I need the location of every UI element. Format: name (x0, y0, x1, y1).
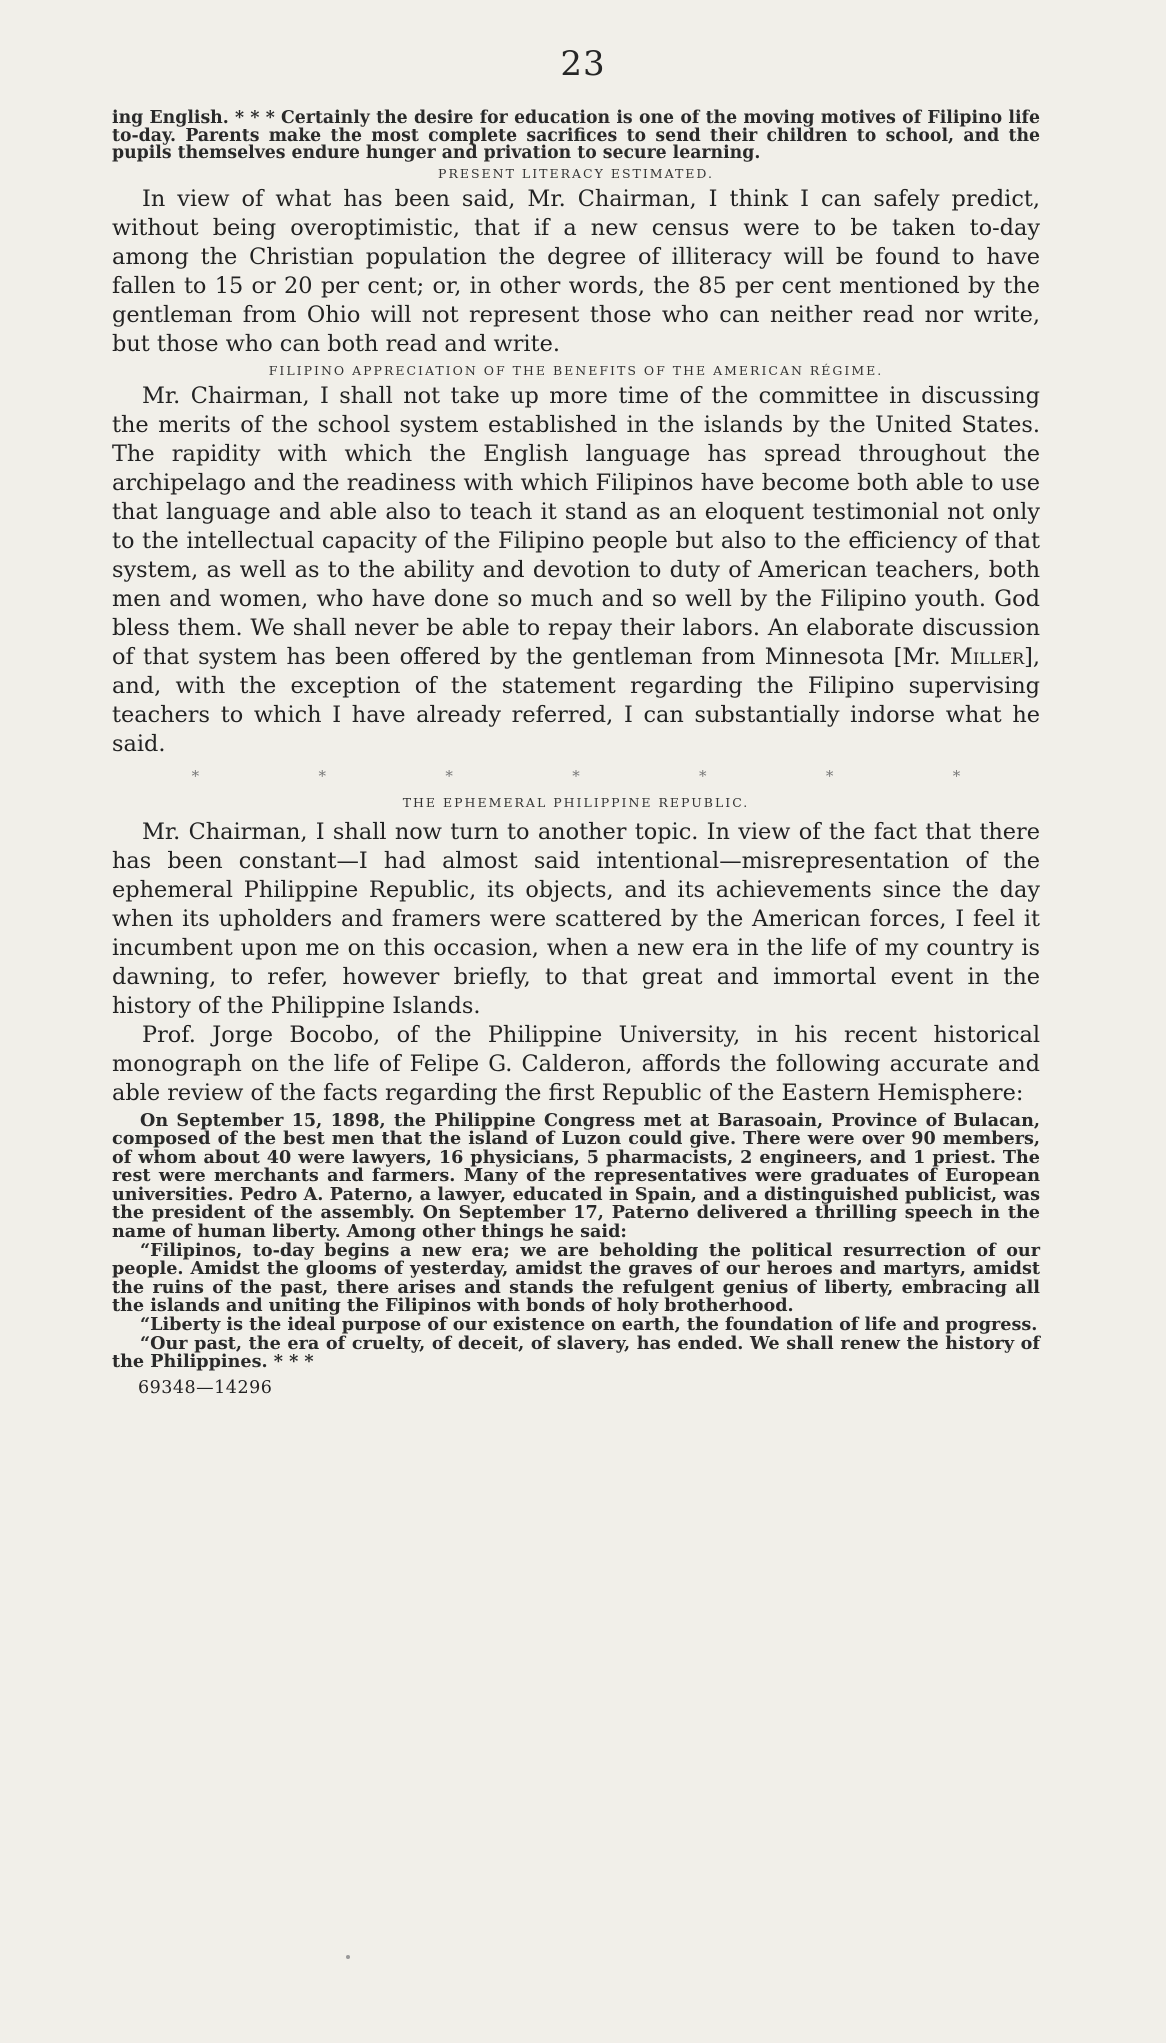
block-quote-paterno-1: “Filipinos, to-day begins a new era; we are beholding the political resurrection of our people. Amidst the glooms of yesterday, amidst the graves of our heroes and martyrs, amidst the ruins of the past, there arises and stands the refulgent genius of liberty, embracing all the islands and uniting the Filipinos with bonds of holy brotherhood. (112, 1239, 1040, 1317)
paragraph-appreciation-part-2: ], and, with the exception of the statement regarding the Filipino supervising teachers to which I have already referred, I can substantially indorse what he said. (112, 643, 1040, 757)
paragraph-literacy: In view of what has been said, Mr. Chairman, I think I can safely predict, without being overoptimistic, that if a new census were to be taken to-day among the Christian population the degree of illiteracy will be found to have fallen to 15 or 20 per cent; or, in other words, the 85 per cent mentioned by the gentleman from Ohio will not represent those who can neither read nor write, but those who can both read and write. (112, 185, 1040, 357)
block-quote-paterno-2: “Liberty is the ideal purpose of our existence on earth, the foundation of life and progress. (140, 1314, 1038, 1336)
heading-literacy: PRESENT LITERACY ESTIMATED. (438, 165, 714, 181)
separator-star: * (445, 766, 453, 785)
block-quote-congress: On September 15, 1898, the Philippine Congress met at Barasoain, Province of Bulacan, composed of the best men that the island of Luzon could give. There were over 90 members, of whom about 40 were lawyers, 16 physicians, 5 pharmacists, 2 engineers, and 1 priest. The rest were merchants and farmers. Many of the representatives were graduates of European universities. Pedro A. Paterno, a lawyer, educated in Spain, and a distinguished publicist, was the president of the assembly. On September 17, Paterno delivered a thrilling speech in the name of human liberty. Among other things he said: (112, 1109, 1040, 1243)
separator-star: * (191, 766, 200, 785)
separator-star: * (952, 766, 961, 785)
paragraph-appreciation-part-1: Mr. Chairman, I shall not take up more time of the committee in discussing the merits of the school system established in the islands by the United States. The rapidity with which the English language has spread throughout the archipelago and the readiness with which Filipinos have become both able to use that language and able also to teach it stand as an eloquent testimonial not only to the intellectual capacity of the Filipino people but also to the efficiency of that system, as well as to the ability and devotion to duty of American teachers, both men and women, who have done so much and so well by the Filipino youth. God bless them. We shall never be able to repay their labors. An elaborate discussion of that system has been offered by the gentleman from Minnesota [Mr. (112, 382, 1040, 670)
speck-mark (346, 1955, 350, 1959)
separator-star: * (572, 766, 580, 785)
heading-republic: THE EPHEMERAL PHILIPPINE REPUBLIC. (402, 794, 750, 810)
paragraph-appreciation (112, 382, 1040, 759)
section-separator (112, 767, 1040, 785)
paragraph-bocobo: Prof. Jorge Bocobo, of the Philippine University, in his recent historical monograph on the life of Felipe G. Calderon, affords the following accurate and able review of the facts regarding the first Republic of the Eastern Hemisphere: (112, 1021, 1040, 1106)
member-name: Miller (949, 643, 1025, 670)
printer-code: 69348—14296 (138, 1377, 273, 1398)
heading-appreciation: FILIPINO APPRECIATION OF THE BENEFITS OF THE AMERICAN RÉGIME. (268, 362, 884, 378)
paragraph-republic: Mr. Chairman, I shall now turn to another topic. In view of the fact that there has been constant—I had almost said intentional—misrepresentation of the ephemeral Philippine Republic, its objects, and its achievements since the day when its upholders and framers were scattered by the American forces, I feel it incumbent upon me on this occasion, when a new era in the life of my country is dawning, to refer, however briefly, to that great and immortal event in the history of the Philippine Islands. (112, 818, 1040, 1019)
block-quote-paterno-3: “Our past, the era of cruelty, of deceit, of slavery, has ended. We shall renew the history of the Philippines. * * * (112, 1332, 1040, 1373)
page-body (112, 110, 1040, 1398)
separator-star: * (699, 766, 707, 785)
separator-star: * (318, 766, 327, 785)
page-number: 23 (560, 44, 606, 84)
separator-star: * (825, 766, 834, 785)
opening-quote: ing English. * * * Certainly the desire for education is one of the moving motives of Filipino life to-day. Parents make the most complete sacrifices to send their children to school, and the pupils themselves endure hunger and privation to secure learning. (112, 108, 1040, 163)
